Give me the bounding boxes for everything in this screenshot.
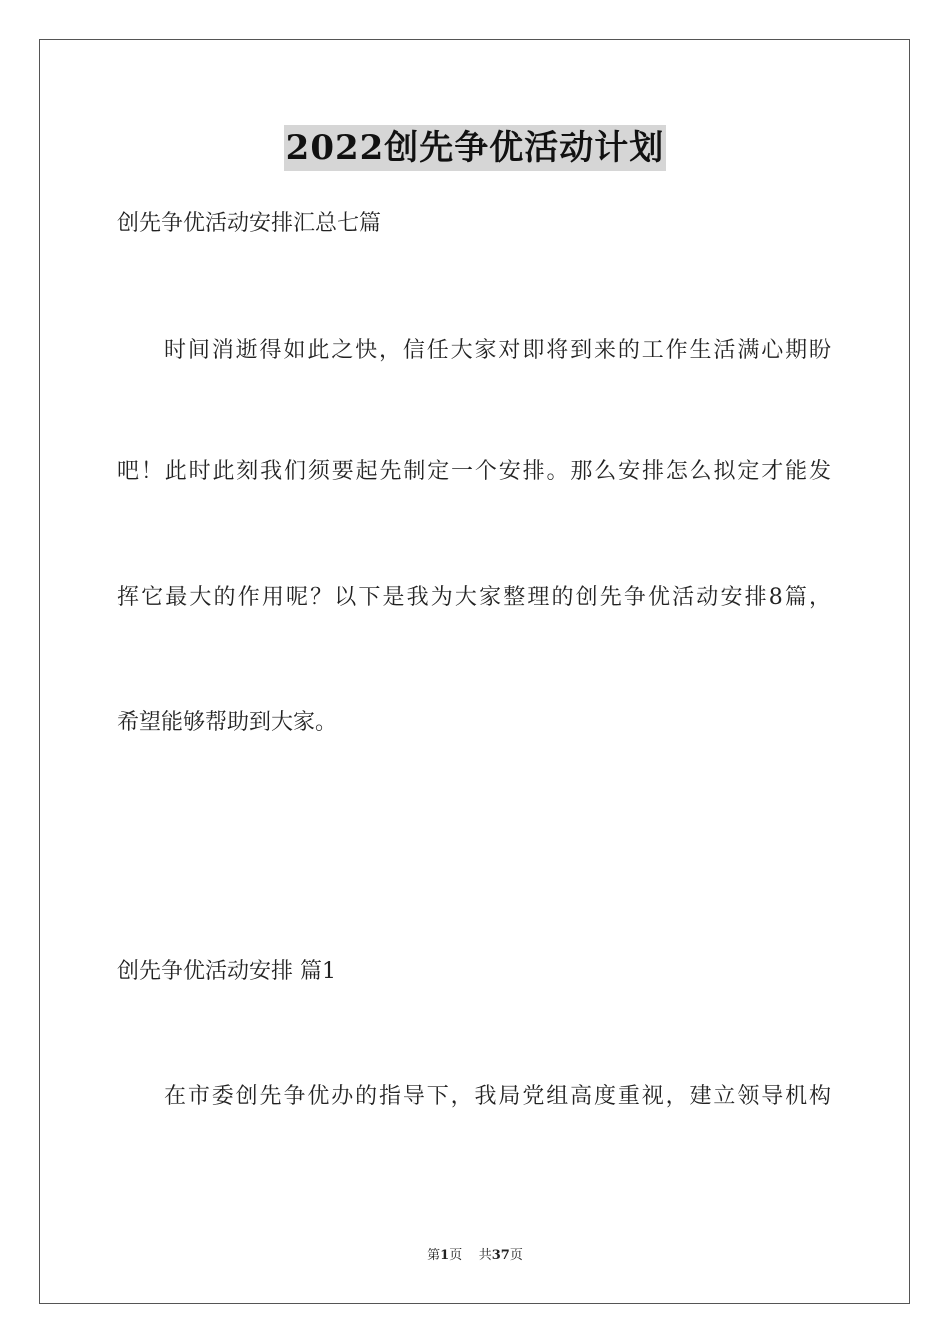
section-paragraph-line: 在市委创先争优办的指导下，我局党组高度重视，建立领导机构 <box>164 1084 831 1109</box>
section-heading: 创先争优活动安排 篇1 <box>117 959 336 984</box>
footer-total-prefix: 共 <box>478 1248 492 1263</box>
document-title: 2022创先争优活动计划 <box>284 125 667 171</box>
intro-line-3: 挥它最大的作用呢？以下是我为大家整理的创先争优活动安排8篇， <box>117 585 831 610</box>
title-container <box>0 125 950 171</box>
footer-total-suffix: 页 <box>509 1248 523 1263</box>
footer-page-current: 1 <box>440 1248 450 1263</box>
page-footer <box>0 1247 950 1265</box>
intro-line-1: 时间消逝得如此之快，信任大家对即将到来的工作生活满心期盼 <box>164 338 831 363</box>
footer-page-suffix: 页 <box>449 1248 463 1263</box>
footer-page-total: 37 <box>491 1248 510 1263</box>
document-subtitle: 创先争优活动安排汇总七篇 <box>117 211 382 236</box>
intro-line-2: 吧！此时此刻我们须要起先制定一个安排。那么安排怎么拟定才能发 <box>117 459 831 484</box>
footer-page-prefix: 第 <box>427 1248 441 1263</box>
intro-line-4: 希望能够帮助到大家。 <box>117 710 338 735</box>
